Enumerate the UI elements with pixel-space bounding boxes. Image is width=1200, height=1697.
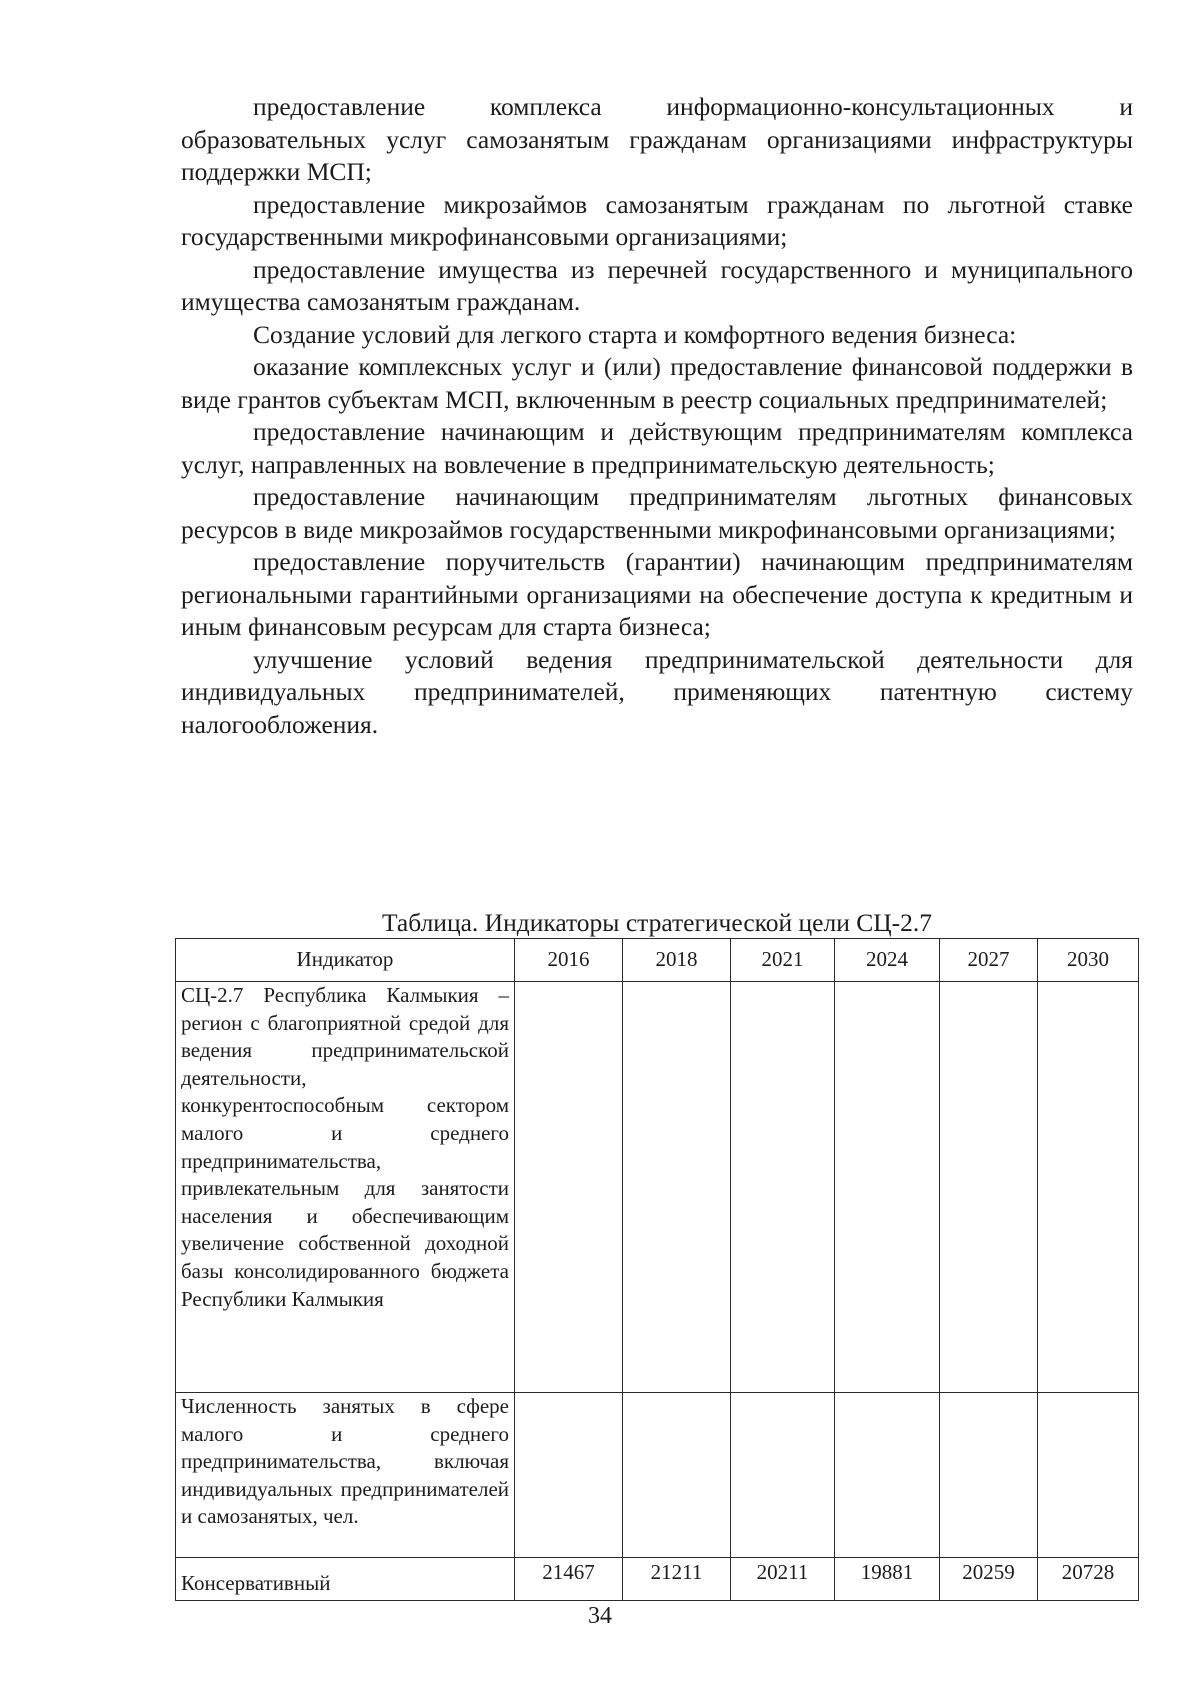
paragraph: предоставление поручительств (гарантии) начинающим предпринимателям региональными гарантийными организациями на обеспечение доступа к кредитным и иным финансовым ресурсам для старта бизнеса;	[181, 547, 1133, 641]
indicator-cell: Численность занятых в сфере малого и среднего предпринимательства, включая индивидуальных предпринимателей и самозанятых, чел.	[176, 1393, 515, 1558]
value-cell	[515, 1393, 623, 1558]
paragraph: оказание комплексных услуг и (или) предоставление финансовой поддержки в виде грантов субъектам МСП, включенным в реестр социальных предпринимателей;	[181, 352, 1133, 414]
indicator-cell: Консервативный	[176, 1558, 515, 1601]
indicator-cell: СЦ-2.7 Республика Калмыкия – регион с благоприятной средой для ведения предпринимательской деятельности, конкурентоспособным сектором малого и среднего предпринимательства, привлекательным для занятости населения и обеспечивающим увеличение собственной доходной базы консолидированного бюджета Республики Калмыкия	[176, 982, 515, 1393]
value-cell	[731, 1393, 835, 1558]
table-row	[176, 982, 1139, 1393]
table-row	[176, 1558, 1139, 1601]
column-header-year: 2027	[940, 939, 1038, 982]
column-header-year: 2024	[835, 939, 940, 982]
table-header-row	[176, 939, 1139, 982]
value-cell	[515, 982, 623, 1393]
value-cell	[623, 1393, 731, 1558]
value-cell	[1038, 1393, 1139, 1558]
value-cell	[940, 982, 1038, 1393]
value-cell: 20211	[731, 1558, 835, 1601]
paragraph: предоставление микрозаймов самозанятым гражданам по льготной ставке государственными микрофинансовыми организациями;	[181, 189, 1133, 251]
paragraph: предоставление начинающим предпринимателям льготных финансовых ресурсов в виде микрозаймов государственными микрофинансовыми организациями;	[181, 482, 1133, 544]
paragraph: предоставление комплекса информационно-консультационных и образовательных услуг самозанятым гражданам организациями инфраструктуры поддержки МСП;	[181, 92, 1133, 186]
body-text	[181, 91, 1133, 741]
column-header-year: 2018	[623, 939, 731, 982]
value-cell: 21467	[515, 1558, 623, 1601]
value-cell: 20728	[1038, 1558, 1139, 1601]
column-header-indicator: Индикатор	[176, 939, 515, 982]
paragraph: улучшение условий ведения предпринимательской деятельности для индивидуальных предпринимателей, применяющих патентную систему налогообложения.	[181, 644, 1133, 739]
value-cell	[835, 982, 940, 1393]
paragraph: предоставление имущества из перечней государственного и муниципального имущества самозанятым гражданам.	[181, 254, 1133, 316]
value-cell: 19881	[835, 1558, 940, 1601]
page-number: 34	[588, 1603, 612, 1629]
paragraph: Создание условий для легкого старта и комфортного ведения бизнеса:	[253, 319, 1017, 349]
value-cell: 20259	[940, 1558, 1038, 1601]
value-cell	[940, 1393, 1038, 1558]
column-header-year: 2021	[731, 939, 835, 982]
paragraph: предоставление начинающим и действующим предпринимателям комплекса услуг, направленных на вовлечение в предпринимательскую деятельность;	[181, 417, 1133, 479]
value-cell	[1038, 982, 1139, 1393]
indicators-table	[175, 938, 1139, 1601]
value-cell	[731, 982, 835, 1393]
value-cell	[623, 982, 731, 1393]
column-header-year: 2016	[515, 939, 623, 982]
value-cell	[835, 1393, 940, 1558]
table-caption: Таблица. Индикаторы стратегической цели СЦ-2.7	[381, 908, 933, 937]
table-row	[176, 1393, 1139, 1558]
value-cell: 21211	[623, 1558, 731, 1601]
column-header-year: 2030	[1038, 939, 1139, 982]
